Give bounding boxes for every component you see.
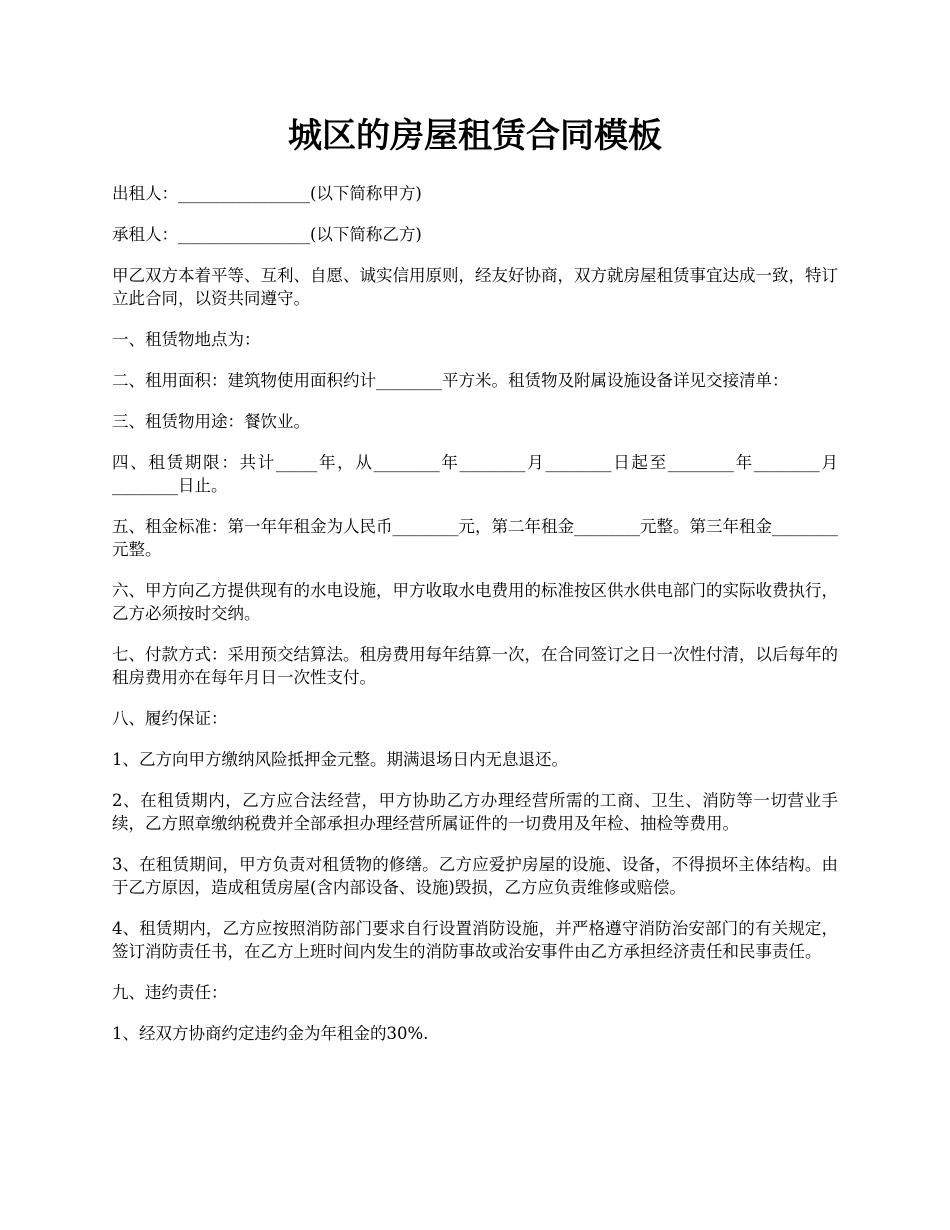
paragraph-clause-2: 二、租用面积：建筑物使用面积约计________平方米。租赁物及附属设施设备详见交接清单： [112, 371, 789, 390]
paragraph-clause-1: 一、租赁物地点为： [112, 330, 261, 349]
paragraph-clause-8-item-1: 1、乙方向甲方缴纳风险抵押金元整。期满退场日内无息退还。 [112, 750, 568, 769]
document-title: 城区的房屋租赁合同模板 [288, 116, 662, 156]
paragraph-clause-8-item-4: 4、租赁期内，乙方应按照消防部门要求自行设置消防设施，并严格遵守消防治安部门的有关规定，签订消防责任书，在乙方上班时间内发生的消防事故或治安事件由乙方承担经济责任和民事责任。 [112, 919, 838, 961]
paragraph-clause-6: 六、甲方向乙方提供现有的水电设施，甲方收取水电费用的标准按区供水供电部门的实际收费执行，乙方必须按时交纳。 [112, 581, 838, 623]
paragraph-clause-7: 七、付款方式：采用预交结算法。租房费用每年结算一次，在合同签订之日一次性付清，以后每年的租房费用亦在每年月日一次性支付。 [112, 645, 838, 687]
paragraph-clause-4: 四、租赁期限：共计_____年，从________年________月________日起至________年________月________日止。 [112, 453, 838, 495]
paragraph-clause-8-item-2: 2、在租赁期内，乙方应合法经营，甲方协助乙方办理经营所需的工商、卫生、消防等一切营业手续，乙方照章缴纳税费并全部承担办理经营所属证件的一切费用及年检、抽检等费用。 [112, 791, 838, 833]
paragraph-clause-9: 九、违约责任： [112, 983, 228, 1002]
paragraph-lessor: 出租人：________________(以下简称甲方) [112, 184, 422, 203]
paragraph-clause-3: 三、租赁物用途：餐饮业。 [112, 412, 310, 431]
paragraph-clause-8-item-3: 3、在租赁期间，甲方负责对租赁物的修缮。乙方应爱护房屋的设施、设备，不得损坏主体结构。由于乙方原因，造成租赁房屋(含内部设备、设施)毁损，乙方应负责维修或赔偿。 [112, 855, 838, 897]
paragraph-lessee: 承租人：________________(以下简称乙方) [112, 225, 422, 244]
paragraph-clause-8: 八、履约保证： [112, 709, 228, 728]
paragraph-clause-5: 五、租金标准：第一年年租金为人民币________元，第二年租金________元整。第三年租金________元整。 [112, 517, 838, 559]
paragraph-clause-9-item-1: 1、经双方协商约定违约金为年租金的30%. [112, 1024, 429, 1043]
paragraph-preamble: 甲乙双方本着平等、互利、自愿、诚实信用原则，经友好协商，双方就房屋租赁事宜达成一致，特订立此合同，以资共同遵守。 [112, 266, 838, 308]
